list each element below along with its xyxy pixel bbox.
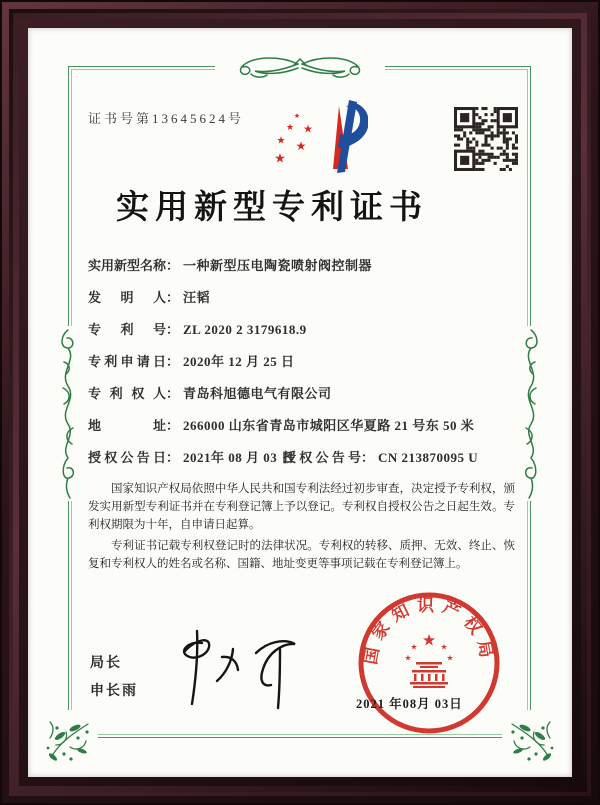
star-icon: ★	[274, 151, 286, 167]
legal-text	[88, 480, 515, 576]
signature-icon	[156, 624, 331, 719]
field-value: 266000 山东省青岛市城阳区华夏路 21 号东 50 米	[183, 418, 475, 433]
seal-org-text: 国家知识产权局	[360, 595, 498, 666]
official-seal-icon	[344, 578, 514, 748]
flourish-top-icon	[215, 54, 385, 80]
svg-text:★: ★	[421, 630, 437, 650]
svg-text:★: ★	[410, 642, 418, 652]
signer-block	[90, 648, 138, 704]
grant-date-value: 2021年 08 月 03 日	[183, 450, 295, 465]
field-row-grant	[88, 450, 517, 466]
svg-text:★: ★	[440, 642, 448, 652]
colon: ：	[166, 418, 180, 433]
colon: ：	[166, 258, 180, 273]
field-value: ZL 2020 2 3179618.9	[183, 322, 307, 337]
scroll-right-icon	[518, 326, 544, 501]
certificate-number: 证书号第13645624号	[88, 111, 245, 126]
field-label: 地址	[88, 418, 166, 433]
field-label: 专利申请日	[88, 354, 166, 369]
legal-paragraph-1: 国家知识产权局依照中华人民共和国专利法经过初步审查，决定授予专利权，颁发实用新型专利证书并在专利登记簿上予以登记。专利权自授权公告之日起生效。专利权期限为十年，自申请日起算。	[88, 483, 515, 531]
seal-date: 2021 年08月 03日	[356, 697, 463, 711]
national-emblem-icon	[404, 631, 453, 689]
colon: ：	[166, 354, 180, 369]
signer-title: 局长	[90, 654, 122, 670]
field-label: 实用新型名称	[88, 258, 167, 273]
field-value: 汪韬	[183, 290, 211, 305]
legal-paragraph-2: 专利证书记载专利权登记时的法律状况。专利权的转移、质押、无效、终止、恢复和专利权人的姓名或名称、国籍、地址变更等事项记载在专利登记簿上。	[88, 540, 515, 570]
colon: ：	[166, 450, 180, 465]
field-value: 青岛科旭德电气有限公司	[183, 386, 332, 401]
field-row-filing-date	[88, 354, 517, 370]
field-label: 专利号	[88, 322, 166, 337]
floral-corner-left-icon	[40, 710, 98, 768]
scroll-left-icon	[55, 326, 81, 501]
qr-code	[454, 107, 518, 171]
field-row-name	[88, 258, 517, 274]
svg-text:★: ★	[404, 653, 412, 663]
svg-text:★: ★	[446, 653, 454, 663]
colon: ：	[361, 450, 375, 465]
field-list	[88, 258, 517, 482]
field-row-patent-no	[88, 322, 517, 338]
signer-name: 申长雨	[90, 682, 138, 698]
grant-no-label: 授权公告号	[283, 450, 361, 465]
field-row-inventor	[88, 290, 517, 306]
cnipa-logo-icon	[238, 94, 368, 189]
star-icon: ★	[303, 122, 313, 136]
star-icon: ★	[276, 135, 286, 147]
colon: ：	[166, 322, 180, 337]
field-value: 一种新型压电陶瓷喷射阀控制器	[183, 258, 373, 273]
field-value: 2020年 12 月 25 日	[183, 354, 295, 369]
field-row-patentee	[88, 386, 517, 402]
field-label: 发明人	[88, 290, 166, 305]
grant-date-label: 授权公告日	[88, 450, 166, 465]
grant-no-value: CN 213870095 U	[378, 450, 479, 465]
certificate-paper	[28, 28, 572, 777]
star-icon: ★	[293, 112, 301, 120]
star-icon: ★	[285, 123, 295, 133]
field-label: 专利权人	[88, 386, 166, 401]
star-icon: ★	[295, 139, 307, 153]
colon: ：	[166, 290, 180, 305]
field-row-address	[88, 418, 517, 434]
certificate-title: 实用新型专利证书	[116, 190, 428, 226]
colon: ：	[166, 386, 180, 401]
grant-no-group	[283, 450, 478, 466]
